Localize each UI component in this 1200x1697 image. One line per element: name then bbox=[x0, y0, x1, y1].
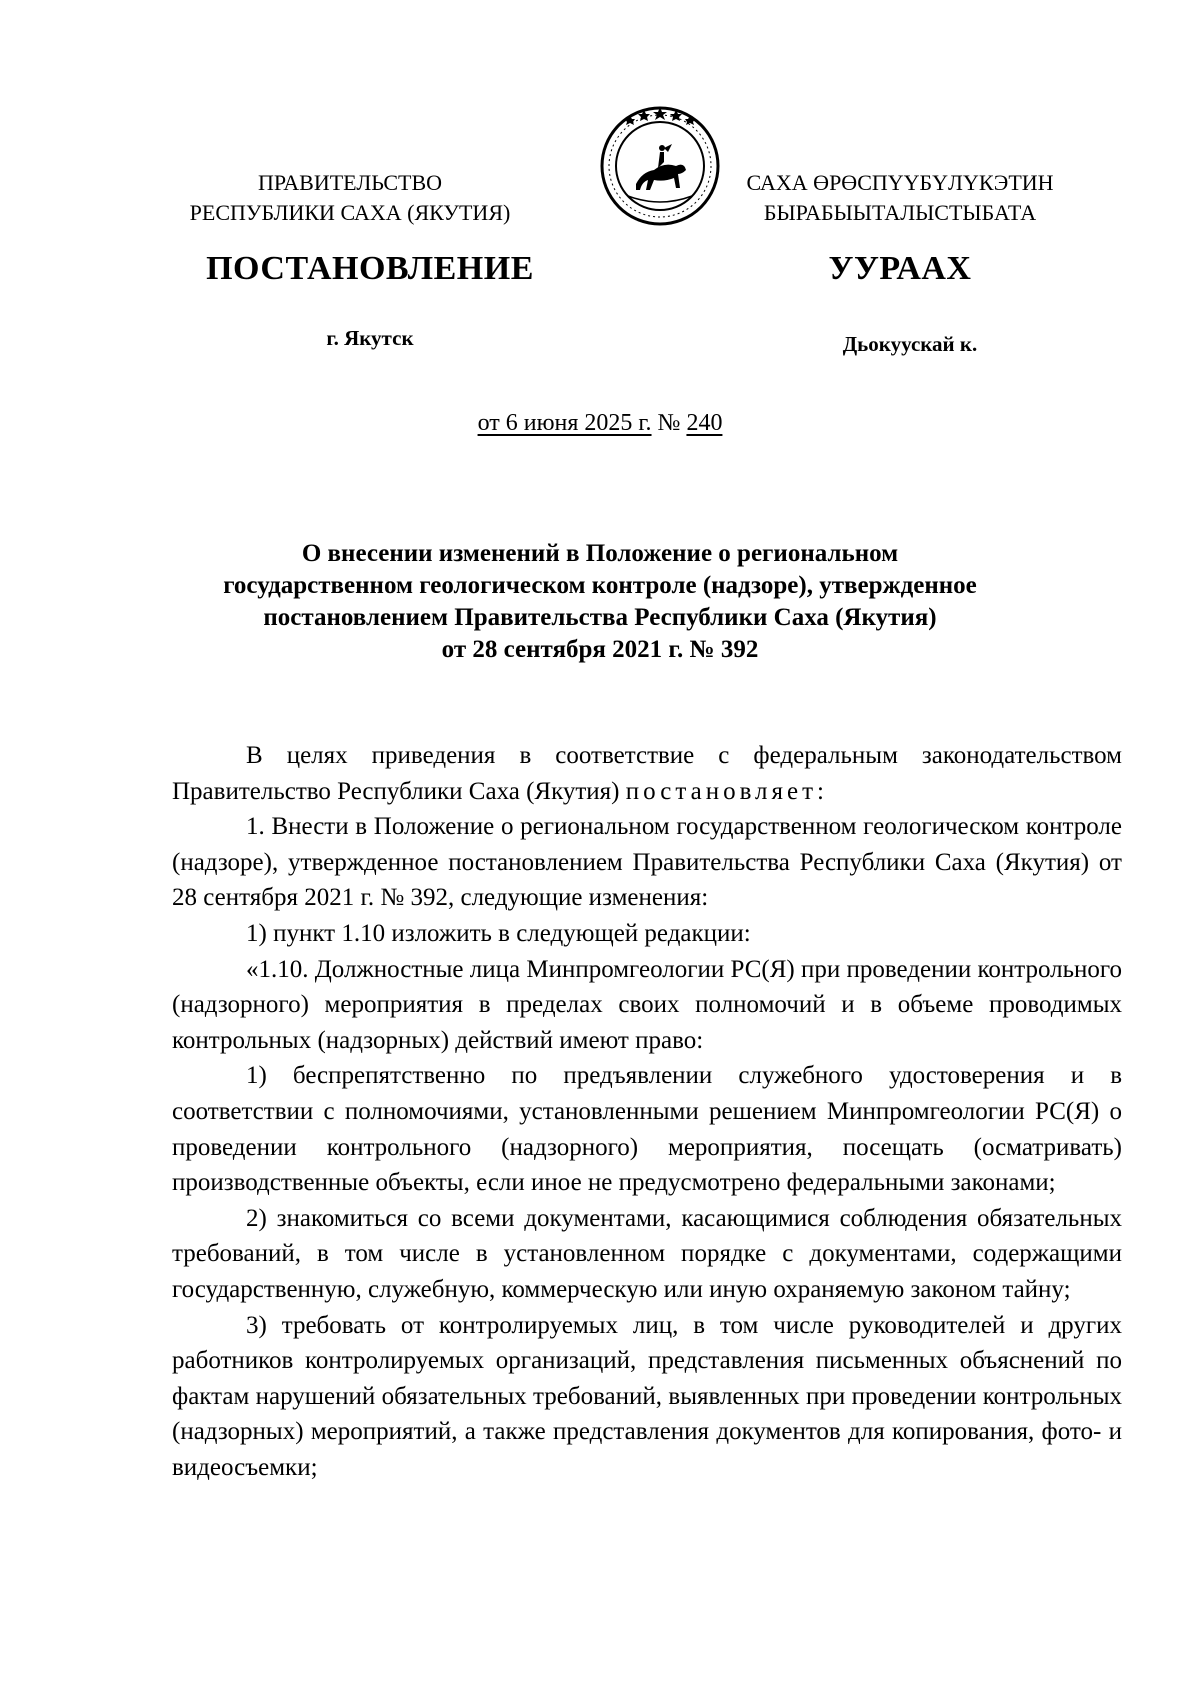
decree-title-ru: ПОСТАНОВЛЕНИЕ bbox=[206, 250, 534, 287]
preamble-verb: постановляет bbox=[625, 777, 818, 805]
document-title-line4: от 28 сентября 2021 г. № 392 bbox=[441, 636, 759, 663]
preamble-text: В целях приведения в соответствие с федеральным законодательством Правительство Республики Саха (Якутия) bbox=[172, 742, 1122, 805]
header-right-line2: БЫРАБЫЫТАЛЫСТЫБАТА bbox=[763, 200, 1037, 225]
number-sign: № bbox=[657, 410, 681, 436]
header-left-line1: ПРАВИТЕЛЬСТВО bbox=[257, 170, 443, 195]
document-title-line1: О внесении изменений в Положение о региональном bbox=[301, 540, 899, 567]
preamble-colon: : bbox=[817, 777, 824, 805]
decree-title-sah: УУРААХ bbox=[828, 250, 972, 287]
header-left-ru bbox=[180, 168, 520, 228]
decree-number: 240 bbox=[686, 410, 723, 436]
document-body bbox=[172, 738, 1122, 1485]
decree-date: от 6 июня 2025 г. bbox=[477, 410, 652, 436]
header-left-line2: РЕСПУБЛИКИ САХА (ЯКУТИЯ) bbox=[189, 200, 511, 225]
paragraph-right-1: 1) беспрепятственно по предъявлении служебного удостоверения и в соответствии с полномочиями, установленными решением Минпромгеологии РС(Я) о проведении контрольного (надзорного) мероприятия, посещать (осматривать) производственные объекты, если иное не предусмотрено федеральными законами; bbox=[172, 1062, 1122, 1197]
city-sah: Дьокуускай к. bbox=[842, 332, 978, 356]
header-right-line1: САХА ӨРӨСПҮҮБҮЛҮКЭТИН bbox=[746, 170, 1054, 195]
paragraph-clause-1-10: «1.10. Должностные лица Минпромгеологии РС(Я) при проведении контрольного (надзорного) мероприятия в пределах своих полномочий и в объеме проводимых контрольных (надзорных) действий имеют право: bbox=[172, 955, 1123, 1054]
header-right-sah bbox=[690, 168, 1110, 228]
document-title-line2: государственном геологическом контроле (надзоре), утвержденное bbox=[223, 572, 977, 599]
document-title-line3: постановлением Правительства Республики Саха (Якутия) bbox=[263, 604, 937, 631]
city-ru: г. Якутск bbox=[326, 326, 414, 350]
paragraph-preamble bbox=[172, 738, 1122, 809]
decree-date-number bbox=[0, 410, 1200, 437]
paragraph-item-1: 1. Внести в Положение о региональном государственном геологическом контроле (надзоре), утвержденное постановлением Правительства Республики Саха (Якутия) от 28 сентября 2021 г. № 392, следующие изменения: bbox=[172, 813, 1122, 912]
document-title bbox=[160, 538, 1040, 666]
paragraph-right-3: 3) требовать от контролируемых лиц, в том числе руководителей и других работников контролируемых организаций, представления письменных объяснений по фактам нарушений обязательных требований, выявленных при проведении контрольных (надзорных) мероприятий, а также представления документов для копирования, фото- и видеосъемки; bbox=[172, 1311, 1122, 1481]
paragraph-subitem-1: 1) пункт 1.10 изложить в следующей редакции: bbox=[246, 919, 751, 947]
paragraph-right-2: 2) знакомиться со всеми документами, касающимися соблюдения обязательных требований, в том числе в установленном порядке с документами, содержащими государственную, служебную, коммерческую или иную охраняемую законом тайну; bbox=[172, 1204, 1122, 1303]
